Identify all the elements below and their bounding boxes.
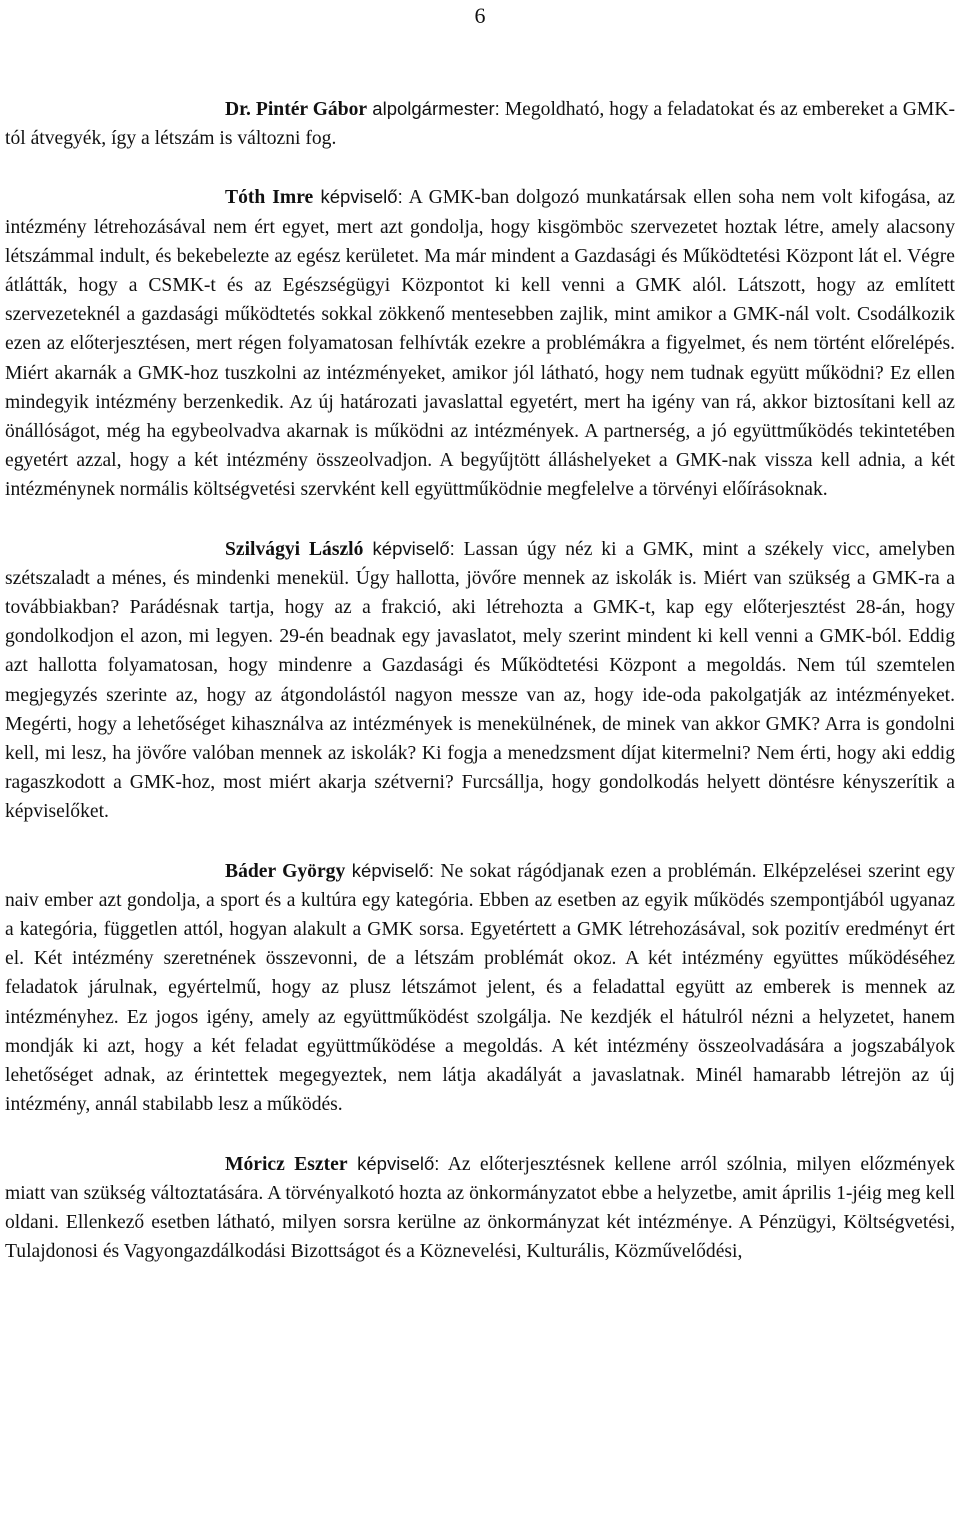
paragraph-text: Lassan úgy néz ki a GMK, mint a székely vicc, amelyben szétszaladt a ménes, és mindenki menekül. Úgy hallotta, jövőre mennek az iskolák is. Miért van szükség a GMK-ra a továbbiakban? Parádésnak tartja, hogy az a frakció, aki létrehozta a GMK-t, kap egy előterjesztést 28-án, hogy gondolkodjon el azon, mi legyen. 29-én beadnak egy javaslatot, mely szerint mindent ki kell venni a GMK-ból. Eddig azt hallotta folyamatosan, hogy mindenre a Gazdasági és Működtetési Központ a megoldás. Nem túl szemtelen megjegyzés szerinte az, hogy az átgondolástól nagyon messze van az, hogy ide-oda pakolgatják az intézményeket. Megérti, hogy a lehetőséget kihasználva az intézmények is menekülnének, de minek van akkor GMK? Arra is gondolni kell, mi lesz, ha jövőre valóban mennek az iskolák? Ki fogja a menedzsment díjat kitermelni? Nem érti, hogy aki eddig ragaszkodott a GMK-hoz, most miért akarja szétverni? Furcsállja, hogy gondolkodás helyett döntésre kényszerítik a képviselőket. bbox=[5, 538, 955, 823]
speaker-role: képviselő: bbox=[347, 1152, 440, 1174]
paragraph-toth-imre bbox=[5, 182, 955, 504]
paragraph-text: A GMK-ban dolgozó munkatársak ellen soha nem volt kifogása, az intézmény létrehozásával nem ért egyet, mert azt gondolja, hogy kisgömböc szervezetet hoztak létre, amely alacsony létszámmal indult, és bekebelezte az egész kerületet. Ma már mindent a Gazdasági és Működtetési Központ lát el. Végre átlátták, hogy a CSMK-t és az Egészségügyi Központot ki kell venni a GMK alól. Látszott, hogy az említett szervezeteknél a gazdasági működtetés sokkal zökkenő mentesebben zajlik, mint amikor a GMK-nál volt. Csodálkozik ezen az előterjesztésen, mert régen folyamatosan felhívták ezekre a problémákra a figyelmet, és nem történt előrelépés. Miért akarnák a GMK-hoz tuszkolni az intézményeket, amikor jól látható, hogy nem tudnak együtt működni? Ez ellen mindegyik intézmény berzenkedik. Az új határozati javaslattal egyetért, mert ha igény van rá, akkor biztosítani kell az önállóságot, még ha egybeolvadva akarnak is működni az intézmények. A partnerség, a jó együttműködés tekintetében egyetért azzal, hogy a két intézmény összeolvadjon. A begyűjtött álláshelyeket a GMK-nak vissza kell adnia, a két intézménynek normális költségvetési szervként kell együttműködnie megfelelve a törvényi előírásoknak. bbox=[5, 187, 956, 501]
speaker-name: Báder György bbox=[225, 860, 346, 882]
paragraph-text: Megoldható, hogy a feladatokat és az embereket a GMK-tól átvegyék, így a létszám is változni fog. bbox=[5, 99, 955, 150]
paragraph-bader-gyorgy bbox=[5, 856, 955, 1120]
paragraph-szilvagyi-laszlo bbox=[5, 534, 955, 827]
paragraph-moricz-eszter bbox=[5, 1149, 955, 1267]
speaker-name: Móricz Eszter bbox=[225, 1153, 348, 1175]
paragraph-text: Az előterjesztésnek kellene arról szólnia, milyen előzmények miatt van szükség változtatására. A törvényalkotó hozta az önkormányzatot ebbe a helyzetbe, amit április 1-jéig meg kell oldani. Ellenkező esetben látható, milyen sorsra kerülne az önkormányzat két intézménye. A Pénzügyi, Költségvetési, Tulajdonosi és Vagyongazdálkodási Bizottságot és a Köznevelési, Kulturális, Közművelődési, bbox=[5, 1153, 955, 1263]
speaker-name: Szilvágyi László bbox=[225, 538, 364, 560]
speaker-name: Tóth Imre bbox=[225, 187, 314, 209]
page-number: 6 bbox=[474, 3, 486, 28]
paragraph-text: Ne sokat rágódjanak ezen a problémán. Elképzelései szerint egy naiv ember azt gondolja, a sport és a kultúra egy kategória. Ebben az esetben az egyik működés szempontjából ugyanaz a kategória, független attól, hogyan alakult a GMK sorsa. Egyetértett a GMK létrehozásával, sok pozitív eredményt ért el. Két intézmény szeretnének összevonni, de a létszám problémát okoz. A két intézmény együttes működéséhez feladatok járulnak, egyértelmű, hogy az plusz létszámot jelent, és a feladattal együtt az emberek is mennek az intézményhez. Ez jogos igény, amely az együttműködést szolgálja. Ne kezdjék el hátulról nézni a helyzetet, hanem mondják ki azt, hogy a két feladat együttműködése a megoldás. A két intézmény összeolvadására a jogszabályok lehetőséget adnak, az érintettek megegyeztek, nem látja akadályát a javaslatnak. Minél hamarabb létrejön az új intézmény, annál stabilabb lesz a működés. bbox=[5, 860, 955, 1116]
paragraph-pinter-gabor bbox=[5, 94, 955, 153]
document-body bbox=[5, 94, 955, 1266]
speaker-role: képviselő: bbox=[313, 186, 403, 208]
speaker-role: képviselő: bbox=[363, 537, 455, 559]
speaker-name: Dr. Pintér Gábor bbox=[225, 99, 368, 120]
speaker-role: alpolgármester: bbox=[367, 98, 500, 119]
speaker-role: képviselő: bbox=[345, 859, 435, 881]
